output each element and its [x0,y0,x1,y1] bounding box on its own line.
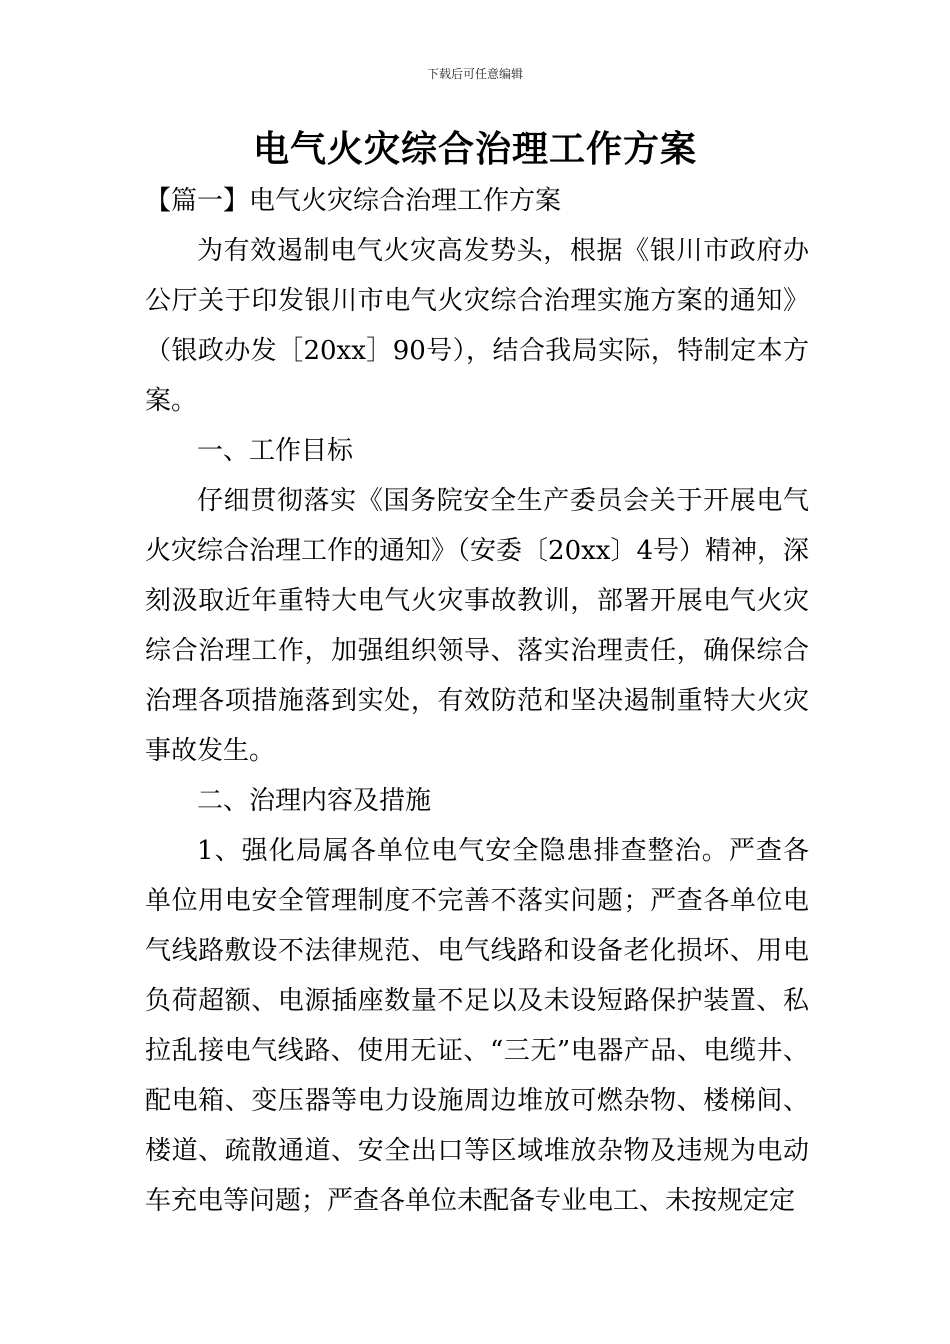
header-note: 下载后可任意编辑 [426,67,523,81]
section-heading-goals: 一、工作目标 [197,436,354,466]
paragraph-intro: 为有效遏制电气火灾高发势头，根据《银川市政府办公厅关于印发银川市电气火灾综合治理实施方案的通知》（银政办发［20xx］90号），结合我局实际，特制定本方案。 [145,236,809,416]
document-subtitle: 【篇一】电气火灾综合治理工作方案 [145,186,562,216]
document-title: 电气火灾综合治理工作方案 [252,129,697,170]
document-body [145,176,809,1226]
paragraph-goals: 仔细贯彻落实《国务院安全生产委员会关于开展电气火灾综合治理工作的通知》（安委〔20xx〕4号）精神，深刻汲取近年重特大电气火灾事故教训，部署开展电气火灾综合治理工作，加强组织领导、落实治理责任，确保综合治理各项措施落到实处，有效防范和坚决遏制重特大火灾事故发生。 [145,486,809,766]
section-heading-measures: 二、治理内容及措施 [197,786,432,816]
paragraph-measure-1: 1、强化局属各单位电气安全隐患排查整治。严查各单位用电安全管理制度不完善不落实问题；严查各单位电气线路敷设不法律规范、电气线路和设备老化损坏、用电负荷超额、电源插座数量不足以及未设短路保护装置、私拉乱接电气线路、使用无证、“三无”电器产品、电缆井、配电箱、变压器等电力设施周边堆放可燃杂物、楼梯间、楼道、疏散通道、安全出口等区域堆放杂物及违规为电动车充电等问题；严查各单位未配备专业电工、未按规定定 [145,836,809,1216]
